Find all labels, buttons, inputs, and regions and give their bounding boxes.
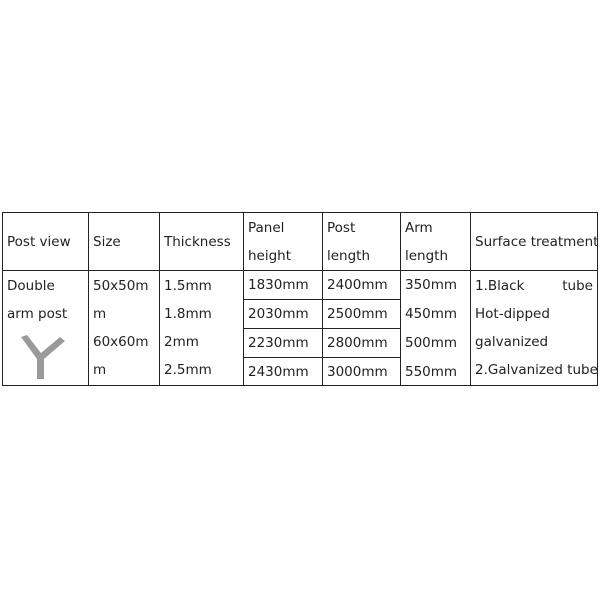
column-divider [470, 213, 471, 385]
thickness-line4: 2.5mm [164, 362, 212, 378]
size-line1: 50x50m [93, 278, 149, 294]
thickness-line2: 1.8mm [164, 306, 212, 322]
post-length-cell: 2800mm [327, 335, 388, 351]
panel-height-cell: 2430mm [248, 364, 309, 380]
header-post-length-line1: Post [327, 220, 356, 236]
post-length-cell: 2500mm [327, 306, 388, 322]
header-arm-length-line2: length [405, 248, 449, 264]
header-arm-length-line1: Arm [405, 220, 433, 236]
column-divider [88, 213, 89, 385]
arm-length-cell: 450mm [405, 306, 458, 322]
post-length-cell: 2400mm [327, 277, 388, 293]
thickness-line3: 2mm [164, 334, 199, 350]
size-line2: m [93, 306, 107, 322]
post-length-cell: 3000mm [327, 364, 388, 380]
column-divider [159, 213, 160, 385]
surface-treatment-line2: Hot-dipped [475, 306, 550, 322]
header-panel-height-line2: height [248, 248, 292, 264]
header-panel-height-line1: Panel [248, 220, 285, 236]
panel-height-cell: 2230mm [248, 335, 309, 351]
size-line3: 60x60m [93, 334, 149, 350]
header-post-length-line2: length [327, 248, 371, 264]
header-thickness: Thickness [164, 234, 231, 250]
size-line4: m [93, 362, 107, 378]
spec-table [2, 212, 598, 386]
header-size: Size [93, 234, 121, 250]
arm-length-cell: 550mm [405, 364, 458, 380]
surface-treatment-line1-right: tube [562, 278, 593, 294]
thickness-line1: 1.5mm [164, 278, 212, 294]
surface-treatment-line1-left: 1.Black [475, 278, 525, 294]
arm-length-cell: 350mm [405, 277, 458, 293]
panel-height-cell: 1830mm [248, 277, 309, 293]
post-view-label-line1: Double [7, 278, 55, 294]
surface-treatment-line4: 2.Galvanized tube [475, 362, 598, 378]
surface-treatment-line3: galvanized [475, 334, 549, 350]
header-post-view: Post view [7, 234, 71, 250]
y-shaped-post-icon [13, 333, 69, 383]
header-surface-treatment: Surface treatment [475, 234, 599, 250]
post-view-label-line2: arm post [7, 306, 68, 322]
panel-height-cell: 2030mm [248, 306, 309, 322]
arm-length-cell: 500mm [405, 335, 458, 351]
